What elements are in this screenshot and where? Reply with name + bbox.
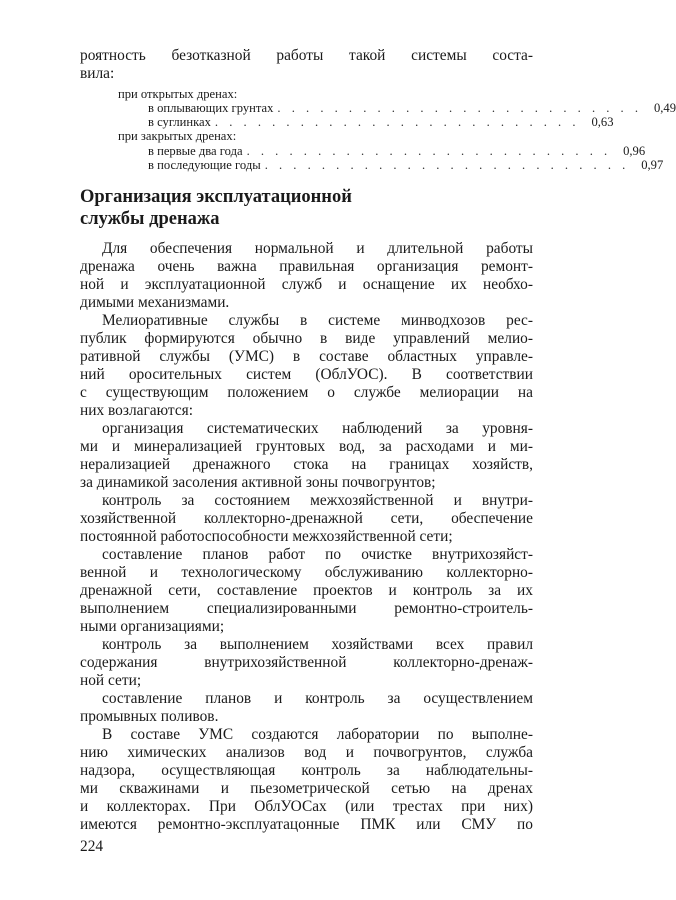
body-line: Для обеспечения нормальной и длительной работы <box>102 240 533 257</box>
row-value: 0,97 <box>641 158 664 172</box>
reliability-row <box>148 144 646 158</box>
body-line: выполнением специализированными ремонтно-строитель- <box>80 600 533 617</box>
body-line: нию химических анализов вод и почвогрунтов, служба <box>80 744 533 761</box>
body-line: Мелиоративные службы в системе минводхозов рес- <box>102 312 533 329</box>
body-line: ной и эксплуатационной служб и оснащение их необхо- <box>80 276 533 293</box>
body-line: ми скважинами и пьезометрической сетью на дренах <box>80 780 533 797</box>
open-drains-label: при открытых дренах: <box>118 87 238 101</box>
reliability-row <box>148 115 614 129</box>
body-line: организация систематических наблюдений за уровня- <box>102 420 533 437</box>
body-line: нерализацией дренажного стока на границах хозяйств, <box>80 456 533 473</box>
leader-dots: . . . . . . . . . . . . . . . . . . . . . . . . . . <box>246 144 612 158</box>
body-line: имеются ремонтно-эксплуатацонные ПМК или СМУ по <box>80 816 533 833</box>
body-line: ративной службы (УМС) в составе областных управле- <box>80 348 533 365</box>
body-line: промывных поливов. <box>80 708 219 725</box>
body-line: с существующим положением о службе мелиорации на <box>80 384 533 401</box>
closed-drains-label: при закрытых дренах: <box>118 129 237 143</box>
row-label: в оплывающих грунтах <box>148 101 274 115</box>
row-label: в последующие годы <box>148 158 261 172</box>
reliability-row <box>148 101 676 115</box>
page-number: 224 <box>80 838 104 855</box>
body-line: контроль за состоянием межхозяйственной и внутри- <box>102 492 533 509</box>
leader-dots: . . . . . . . . . . . . . . . . . . . . . . . . . . <box>214 115 580 129</box>
body-line: венной и технологическому обслуживанию коллекторно- <box>80 564 533 581</box>
body-line: надзора, осуществляющая контроль за наблюдательны- <box>80 762 533 779</box>
section-heading: службы дренажа <box>80 209 220 229</box>
body-line: дренажной сети, составление проектов и контроль за их <box>80 582 533 599</box>
body-line: постоянной работоспособности межхозяйственной сети; <box>80 528 453 545</box>
body-line: дренажа очень важна правильная организация ремонт- <box>80 258 533 275</box>
row-value: 0,63 <box>591 115 614 129</box>
intro-line: роятность безотказной работы такой системы соста- <box>80 47 533 64</box>
body-line: составление планов работ по очистке внутрихозяйст- <box>102 546 533 563</box>
reliability-row <box>148 158 664 172</box>
leader-dots: . . . . . . . . . . . . . . . . . . . . . . . . . . <box>277 101 642 115</box>
body-line: В составе УМС создаются лаборатории по выполне- <box>102 726 533 743</box>
body-line: хозяйственной коллекторно-дренажной сети, обеспечение <box>80 510 533 527</box>
row-value: 0,96 <box>623 144 646 158</box>
body-line: и коллекторах. При ОблУОСах (или трестах при них) <box>80 798 533 815</box>
leader-dots: . . . . . . . . . . . . . . . . . . . . . . . . . . <box>264 158 630 172</box>
row-value: 0,49 <box>653 101 676 115</box>
body-line: составление планов и контроль за осуществлением <box>102 690 533 707</box>
body-line: ний оросительных систем (ОблУОС). В соответствии <box>80 366 533 383</box>
body-line: ми и минерализацией грунтовых вод, за расходами и ми- <box>80 438 533 455</box>
body-line: публик формируются обычно в виде управлений мелио- <box>80 330 533 347</box>
body-line: за динамикой засоления активной зоны почвогрунтов; <box>80 474 436 491</box>
row-label: в суглинках <box>148 115 211 129</box>
body-line: контроль за выполнением хозяйствами всех правил <box>102 636 533 653</box>
body-line: ной сети; <box>80 672 142 689</box>
body-line: них возлагаются: <box>80 402 194 419</box>
row-label: в первые два года <box>148 144 243 158</box>
intro-line: вила: <box>80 65 115 82</box>
body-line: димыми механизмами. <box>80 294 230 311</box>
section-heading: Организация эксплуатационной <box>80 187 352 207</box>
body-line: ными организациями; <box>80 618 225 635</box>
body-line: содержания внутрихозяйственной коллекторно-дренаж- <box>80 654 533 671</box>
